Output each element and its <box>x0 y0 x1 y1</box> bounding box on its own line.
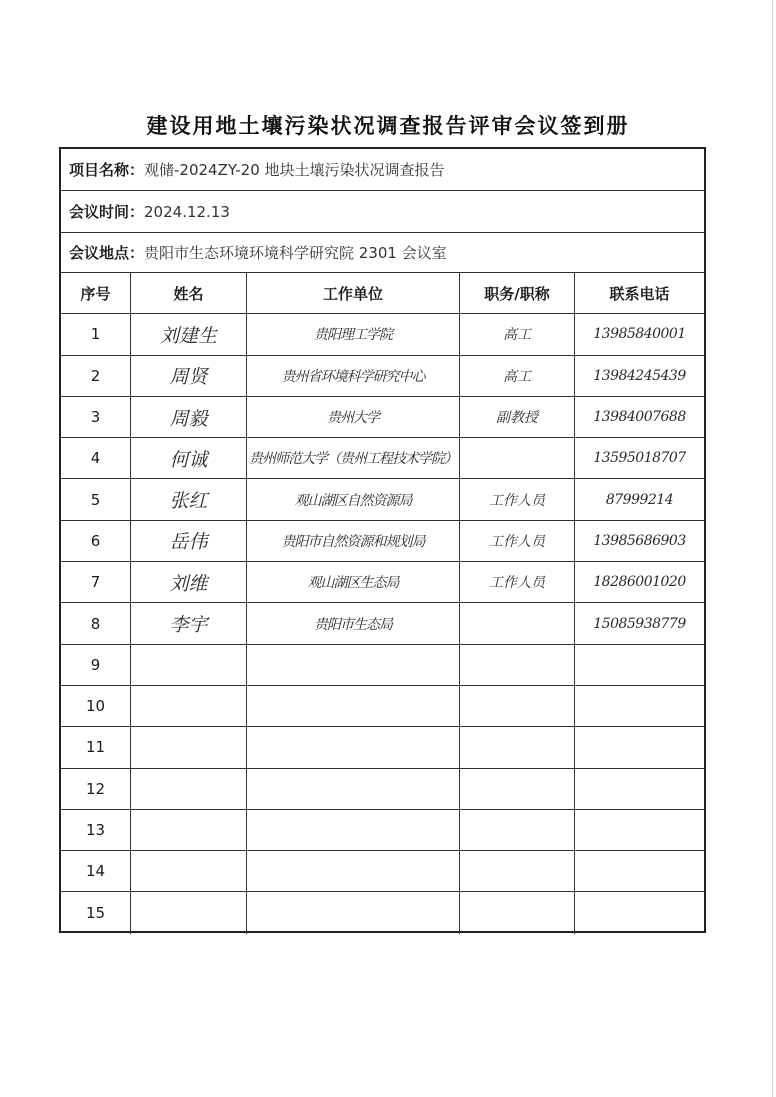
cell-name <box>131 645 247 685</box>
table-row <box>61 603 704 644</box>
table-row <box>61 562 704 603</box>
cell-phone <box>575 314 704 354</box>
cell-position <box>460 356 575 396</box>
cell-no <box>61 686 131 726</box>
header-unit: 工作单位 <box>247 273 460 313</box>
cell-name <box>131 397 247 437</box>
cell-no <box>61 603 131 643</box>
cell-phone <box>575 356 704 396</box>
cell-phone <box>575 397 704 437</box>
row-number: 7 <box>90 573 101 592</box>
cell-no <box>61 892 131 933</box>
cell-no <box>61 521 131 561</box>
cell-unit <box>247 603 460 643</box>
position-signature: 工作人员 <box>489 533 545 550</box>
row-number: 4 <box>90 449 101 468</box>
row-number: 5 <box>90 490 101 509</box>
cell-name <box>131 769 247 809</box>
cell-no <box>61 356 131 396</box>
table-row <box>61 314 704 355</box>
header-no: 序号 <box>61 273 131 313</box>
cell-no <box>61 562 131 602</box>
cell-unit <box>247 769 460 809</box>
row-number: 11 <box>85 738 106 757</box>
cell-unit <box>247 438 460 478</box>
cell-unit <box>247 356 460 396</box>
work-unit-signature: 观山湖区自然资源局 <box>294 492 412 509</box>
cell-unit <box>247 521 460 561</box>
meeting-place-label: 会议地点： <box>69 244 145 262</box>
cell-name <box>131 438 247 478</box>
cell-position <box>460 686 575 726</box>
cell-unit <box>247 645 460 685</box>
attendee-name-signature: 刘维 <box>169 572 208 595</box>
sign-in-sheet <box>59 147 706 933</box>
header-phone: 联系电话 <box>609 284 670 303</box>
table-row <box>61 810 704 851</box>
cell-name <box>131 356 247 396</box>
cell-position <box>460 562 575 602</box>
phone-signature: 13984245439 <box>593 367 686 384</box>
position-signature: 副教授 <box>496 410 538 427</box>
cell-unit <box>247 562 460 602</box>
cell-unit <box>247 810 460 850</box>
row-number: 2 <box>90 366 101 385</box>
cell-no <box>61 438 131 478</box>
cell-phone <box>575 603 704 643</box>
table-row <box>61 769 704 810</box>
cell-position <box>460 479 575 519</box>
cell-unit <box>247 397 460 437</box>
cell-no <box>61 397 131 437</box>
phone-signature: 13595018707 <box>593 450 686 467</box>
cell-unit <box>247 892 460 933</box>
cell-phone <box>575 892 704 933</box>
phone-signature: 87999214 <box>605 491 674 508</box>
cell-no <box>61 810 131 850</box>
cell-phone <box>575 645 704 685</box>
meeting-time-label: 会议时间： <box>69 203 145 221</box>
table-row <box>61 727 704 768</box>
meeting-place-value: 贵阳市生态环境环境科学研究院 2301 会议室 <box>144 244 447 262</box>
document-title: 建设用地土壤污染状况调查报告评审会议签到册 <box>146 113 630 138</box>
cell-name <box>131 686 247 726</box>
cell-unit <box>247 314 460 354</box>
cell-position <box>460 314 575 354</box>
row-number: 13 <box>85 821 106 839</box>
row-number: 15 <box>85 904 106 923</box>
position-signature: 高工 <box>503 327 531 344</box>
meeting-place-row <box>61 233 704 273</box>
meeting-time-value: 2024.12.13 <box>144 202 230 221</box>
cell-phone <box>575 810 704 850</box>
table-row <box>61 356 704 397</box>
table-row <box>61 892 704 933</box>
cell-phone <box>575 438 704 478</box>
cell-unit <box>247 479 460 519</box>
row-number: 14 <box>85 862 106 881</box>
cell-unit <box>247 851 460 891</box>
work-unit-signature: 观山湖区生态局 <box>307 575 399 592</box>
row-number: 12 <box>85 779 106 798</box>
cell-name <box>131 851 247 891</box>
project-name-value: 观储-2024ZY-20 地块土壤污染状况调查报告 <box>144 161 445 179</box>
header-name: 姓名 <box>131 273 247 313</box>
table-row <box>61 645 704 686</box>
attendee-name-signature: 周贤 <box>169 366 208 389</box>
attendee-name-signature: 岳伟 <box>169 531 208 554</box>
cell-phone <box>575 562 704 602</box>
work-unit-signature: 贵州省环境科学研究中心 <box>281 368 425 385</box>
position-signature: 高工 <box>503 368 531 385</box>
cell-no <box>61 645 131 685</box>
cell-phone <box>575 851 704 891</box>
cell-position <box>460 727 575 767</box>
cell-phone <box>575 479 704 519</box>
table-row <box>61 479 704 520</box>
attendee-name-signature: 李宇 <box>169 614 208 637</box>
cell-unit <box>247 686 460 726</box>
cell-position <box>460 892 575 933</box>
cell-no <box>61 769 131 809</box>
cell-name <box>131 727 247 767</box>
cell-phone <box>575 686 704 726</box>
position-signature: 工作人员 <box>489 492 545 509</box>
table-header <box>61 273 704 314</box>
row-number: 10 <box>85 697 106 716</box>
row-number: 8 <box>90 614 101 633</box>
row-number: 6 <box>90 531 101 550</box>
attendee-name-signature: 刘建生 <box>159 324 217 347</box>
cell-no <box>61 479 131 519</box>
cell-position <box>460 438 575 478</box>
attendee-name-signature: 张红 <box>169 490 208 513</box>
work-unit-signature: 贵州大学 <box>327 410 379 427</box>
row-number: 3 <box>90 408 101 427</box>
attendee-name-signature: 何诚 <box>169 448 208 471</box>
cell-position <box>460 769 575 809</box>
row-number: 9 <box>90 655 101 674</box>
cell-position <box>460 397 575 437</box>
phone-signature: 15085938779 <box>593 615 686 632</box>
attendee-table <box>61 273 704 934</box>
page-edge-line <box>772 0 773 1097</box>
cell-name <box>131 810 247 850</box>
project-name-label: 项目名称： <box>69 161 145 179</box>
cell-name <box>131 521 247 561</box>
table-row <box>61 521 704 562</box>
cell-name <box>131 562 247 602</box>
cell-no <box>61 851 131 891</box>
phone-signature: 13984007688 <box>593 409 686 426</box>
cell-position <box>460 645 575 685</box>
work-unit-signature: 贵阳市生态局 <box>314 616 392 633</box>
cell-phone <box>575 769 704 809</box>
meeting-time-row <box>61 191 704 233</box>
phone-signature: 13985686903 <box>593 532 686 549</box>
header-position: 职务/职称 <box>460 273 575 313</box>
phone-signature: 13985840001 <box>593 326 686 343</box>
phone-signature: 18286001020 <box>593 574 686 591</box>
cell-name <box>131 314 247 354</box>
position-signature: 工作人员 <box>489 575 545 592</box>
row-number: 1 <box>90 325 101 344</box>
project-name-row <box>61 149 704 191</box>
cell-no <box>61 314 131 354</box>
cell-unit <box>247 727 460 767</box>
work-unit-signature: 贵阳理工学院 <box>314 327 392 344</box>
work-unit-signature: 贵州师范大学（贵州工程技术学院） <box>249 451 457 468</box>
cell-position <box>460 851 575 891</box>
cell-name <box>131 603 247 643</box>
table-row <box>61 397 704 438</box>
cell-no <box>61 727 131 767</box>
work-unit-signature: 贵阳市自然资源和规划局 <box>281 533 425 550</box>
table-row <box>61 686 704 727</box>
attendee-name-signature: 周毅 <box>169 407 208 430</box>
cell-position <box>460 810 575 850</box>
cell-phone <box>575 521 704 561</box>
table-row <box>61 438 704 479</box>
cell-name <box>131 892 247 933</box>
cell-phone <box>575 727 704 767</box>
cell-position <box>460 603 575 643</box>
table-row <box>61 851 704 892</box>
cell-name <box>131 479 247 519</box>
cell-position <box>460 521 575 561</box>
